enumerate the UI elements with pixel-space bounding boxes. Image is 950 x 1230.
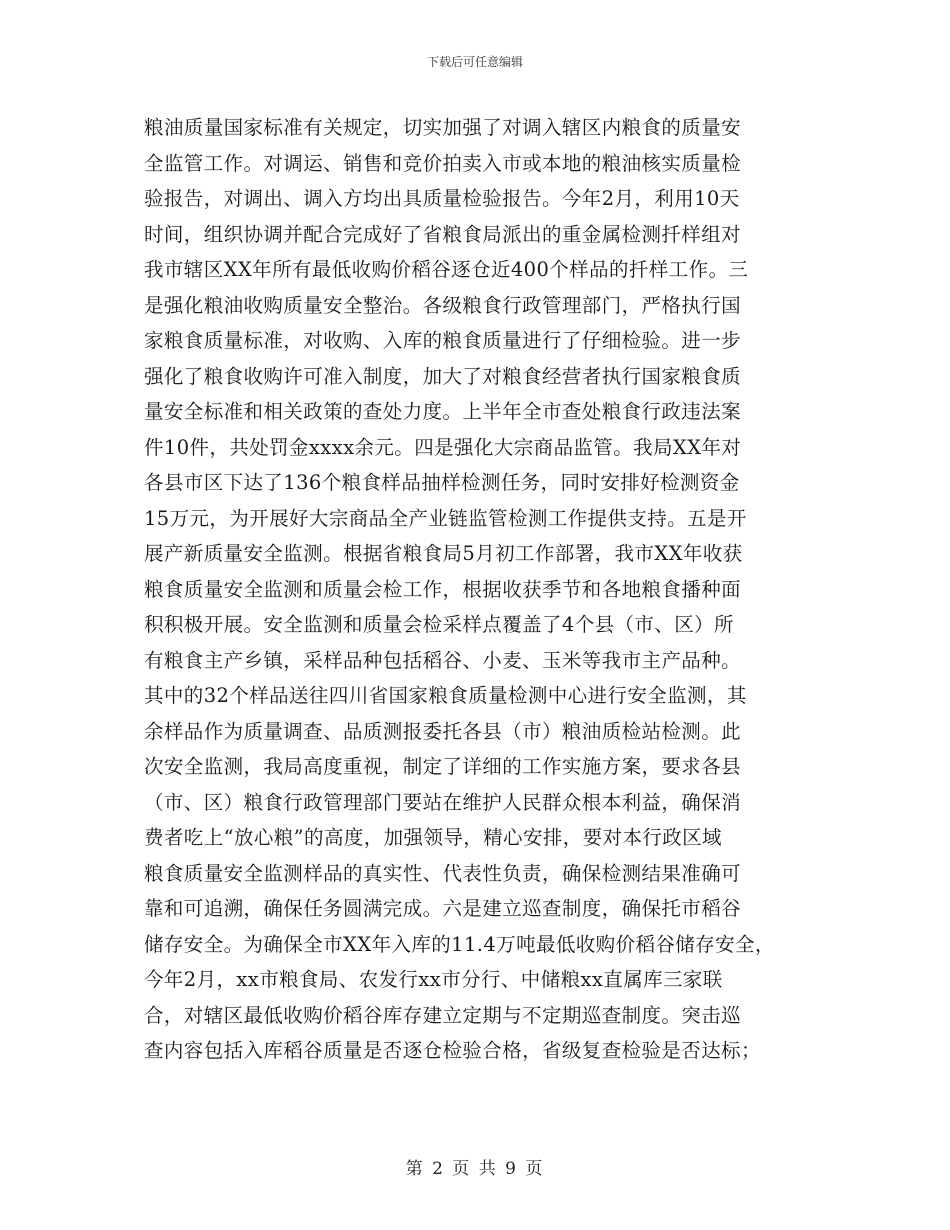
text-line: 靠和可追溯，确保任务圆满完成。六是建立巡查制度，确保托市稻谷 bbox=[144, 897, 742, 920]
text-line: 余样品作为质量调查、品质测报委托各县（市）粮油质检站检测。此 bbox=[144, 719, 742, 743]
text-line: 粮食质量安全监测和质量会检工作，根据收获季节和各地粮食播种面 bbox=[144, 577, 742, 601]
text-line: 全监管工作。对调运、销售和竞价拍卖入市或本地的粮油核实质量检 bbox=[144, 151, 742, 175]
text-line: 合，对辖区最低收购价稻谷库存建立定期与不定期巡查制度。突击巡 bbox=[144, 1003, 742, 1027]
text-line: 粮食质量安全监测样品的真实性、代表性负责，确保检测结果准确可 bbox=[144, 861, 742, 885]
text-line: 储存安全。为确保全市XX年入库的11.4万吨最低收购价稻谷储存安全， bbox=[144, 932, 775, 956]
text-line: 15万元，为开展好大宗商品全产业链监管检测工作提供支持。五是开 bbox=[144, 506, 747, 530]
text-line: 次安全监测，我局高度重视，制定了详细的工作实施方案，要求各县 bbox=[144, 755, 742, 778]
document-body bbox=[144, 110, 844, 1069]
text-line: 时间，组织协调并配合完成好了省粮食局派出的重金属检测扦样组对 bbox=[144, 222, 742, 246]
text-line: 强化了粮食收购许可准入制度，加大了对粮食经营者执行国家粮食质 bbox=[144, 364, 742, 388]
text-line: 查内容包括入库稻谷质量是否逐仓检验合格，省级复查检验是否达标； bbox=[144, 1039, 761, 1062]
text-line: 展产新质量安全监测。根据省粮食局5月初工作部署，我市XX年收获 bbox=[144, 542, 743, 565]
text-line: 其中的32个样品送往四川省国家粮食质量检测中心进行安全监测，其 bbox=[144, 684, 747, 707]
text-line: 今年2月，xx市粮食局、农发行xx市分行、中储粮xx直属库三家联 bbox=[144, 968, 723, 991]
text-line: 件10件，共处罚金xxxx余元。四是强化大宗商品监管。我局XX年对 bbox=[144, 435, 742, 459]
text-line: 量安全标准和相关政策的查处力度。上半年全市查处粮食行政违法案 bbox=[144, 400, 742, 423]
text-line: 有粮食主产乡镇，采样品种包括稻谷、小麦、玉米等我市主产品种。 bbox=[144, 648, 742, 672]
page-footer: 第 2 页 共 9 页 bbox=[405, 1159, 545, 1179]
text-line: 各县市区下达了136个粮食样品抽样检测任务，同时安排好检测资金 bbox=[144, 471, 740, 494]
text-line: 是强化粮油收购质量安全整治。各级粮食行政管理部门，严格执行国 bbox=[144, 293, 742, 317]
text-line: 费者吃上“放心粮”的高度，加强领导，精心安排，要对本行政区域 bbox=[144, 826, 722, 849]
text-line: 家粮食质量标准，对收购、入库的粮食质量进行了仔细检验。进一步 bbox=[144, 329, 742, 352]
page-header: 下载后可任意编辑 bbox=[426, 55, 523, 69]
text-line: 我市辖区XX年所有最低收购价稻谷逐仓近400个样品的扦样工作。三 bbox=[144, 258, 749, 281]
text-line: 验报告，对调出、调入方均出具质量检验报告。今年2月，利用10天 bbox=[144, 187, 740, 210]
text-line: 粮油质量国家标准有关规定，切实加强了对调入辖区内粮食的质量安 bbox=[144, 116, 742, 139]
text-line: 积积极开展。安全监测和质量会检采样点覆盖了4个县（市、区）所 bbox=[144, 613, 734, 636]
text-line: （市、区）粮食行政管理部门要站在维护人民群众根本利益，确保消 bbox=[144, 790, 742, 814]
